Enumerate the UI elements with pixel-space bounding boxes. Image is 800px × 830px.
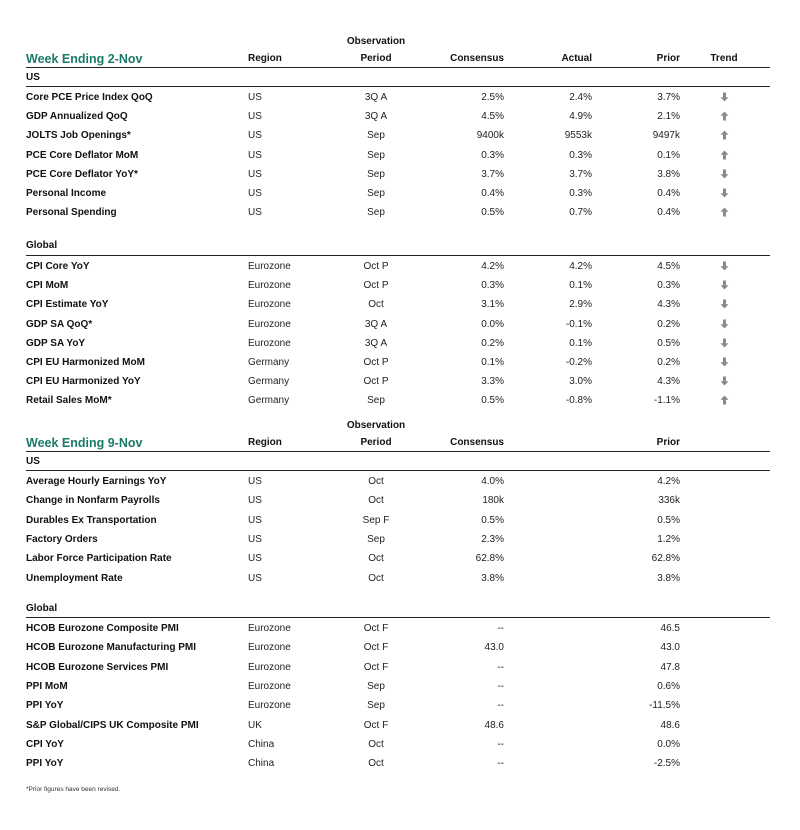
week1-us-section-label: US <box>26 72 40 83</box>
consensus-cell: 43.0 <box>484 642 504 654</box>
region-cell: Eurozone <box>248 299 291 311</box>
prior-cell: 0.5% <box>657 337 680 349</box>
table-row <box>26 716 770 735</box>
actual-cell: 4.9% <box>569 111 592 123</box>
divider <box>26 451 770 452</box>
actual-cell: -0.8% <box>565 395 592 407</box>
table-row <box>26 257 770 276</box>
actual-cell: 4.2% <box>569 261 592 272</box>
table-row <box>26 549 770 568</box>
trend-header: Trend <box>710 53 738 64</box>
prior-cell: 3.8% <box>657 168 680 180</box>
indicator-name: PPI YoY <box>26 758 64 770</box>
observation-header: Observation <box>346 36 406 47</box>
indicator-name: S&P Global/CIPS UK Composite PMI <box>26 719 199 731</box>
indicator-name: Unemployment Rate <box>26 572 123 584</box>
table-row <box>26 696 770 715</box>
week1-header <box>26 51 770 67</box>
region-cell: US <box>248 168 262 180</box>
indicator-name: Personal Spending <box>26 207 117 219</box>
table-row <box>26 353 770 372</box>
table-row <box>26 203 770 222</box>
period-cell: 3Q A <box>364 318 388 330</box>
prior-cell: 48.6 <box>660 719 680 731</box>
period-cell: Sep <box>367 680 385 692</box>
indicator-name: PPI YoY <box>26 700 64 712</box>
divider <box>26 617 770 618</box>
prior-cell: 3.8% <box>657 572 680 584</box>
region-cell: Eurozone <box>248 661 291 673</box>
region-cell: Eurozone <box>248 318 291 330</box>
region-cell: US <box>248 130 262 142</box>
period-cell: Sep <box>367 168 385 180</box>
consensus-cell: 4.2% <box>481 261 504 272</box>
week1-title: Week Ending 2-Nov <box>26 52 143 66</box>
indicator-name: CPI EU Harmonized MoM <box>26 357 145 368</box>
table-row <box>26 184 770 203</box>
consensus-cell: 3.7% <box>481 168 504 180</box>
arrow-down-icon <box>706 334 742 353</box>
indicator-name: JOLTS Job Openings* <box>26 130 131 142</box>
consensus-cell: 3.3% <box>481 376 504 388</box>
prior-cell: 4.2% <box>657 476 680 487</box>
region-cell: Germany <box>248 395 290 407</box>
actual-cell: 0.1% <box>569 337 592 349</box>
region-cell: US <box>248 514 262 526</box>
indicator-name: Labor Force Participation Rate <box>26 553 172 565</box>
consensus-cell: 3.8% <box>481 572 504 584</box>
prior-cell: 0.2% <box>657 357 680 368</box>
table-row <box>26 511 770 530</box>
region-cell: Eurozone <box>248 261 291 272</box>
region-cell: US <box>248 495 262 507</box>
prior-cell: 336k <box>658 495 680 507</box>
indicator-name: Durables Ex Transportation <box>26 514 157 526</box>
arrow-down-icon <box>706 88 742 107</box>
period-cell: Oct F <box>363 642 389 654</box>
arrow-up-icon <box>706 146 742 165</box>
week2-global-section-label: Global <box>26 603 58 614</box>
consensus-cell: 9400k <box>476 130 504 142</box>
table-row <box>26 146 770 165</box>
actual-header: Actual <box>561 53 592 64</box>
consensus-cell: -- <box>497 700 504 712</box>
period-cell: Oct P <box>363 357 389 368</box>
period-cell: Sep <box>367 395 385 407</box>
period-cell: 3Q A <box>364 111 388 123</box>
prior-cell: 0.3% <box>657 280 680 292</box>
period-cell: Sep <box>367 188 385 199</box>
period-cell: Oct <box>368 299 384 311</box>
arrow-up-icon <box>706 391 742 410</box>
table-row <box>26 530 770 549</box>
consensus-cell: 4.0% <box>481 476 504 487</box>
actual-cell: 0.7% <box>569 207 592 219</box>
consensus-cell: 180k <box>482 495 504 507</box>
consensus-cell: -- <box>497 623 504 634</box>
period-cell: 3Q A <box>364 92 388 103</box>
region-cell: US <box>248 149 262 161</box>
indicator-name: PPI MoM <box>26 680 68 692</box>
region-cell: US <box>248 572 262 584</box>
week2-header <box>26 435 770 451</box>
consensus-cell: -- <box>497 738 504 750</box>
region-cell: US <box>248 476 262 487</box>
arrow-down-icon <box>706 353 742 372</box>
divider <box>26 86 770 87</box>
table-row <box>26 334 770 353</box>
arrow-down-icon <box>706 276 742 295</box>
table-row <box>26 472 770 491</box>
consensus-cell: -- <box>497 680 504 692</box>
arrow-up-icon <box>706 203 742 222</box>
table-row <box>26 126 770 145</box>
table-row <box>26 107 770 126</box>
consensus-cell: 3.1% <box>481 299 504 311</box>
consensus-cell: 0.5% <box>481 514 504 526</box>
divider <box>26 67 770 68</box>
consensus-cell: 62.8% <box>475 553 504 565</box>
prior-cell: -11.5% <box>649 700 680 712</box>
region-header: Region <box>248 53 282 64</box>
table-row <box>26 372 770 391</box>
period-cell: Oct <box>368 495 384 507</box>
table-row <box>26 276 770 295</box>
prior-cell: 47.8 <box>660 661 680 673</box>
region-cell: China <box>248 758 275 770</box>
prior-cell: -1.1% <box>653 395 680 407</box>
prior-cell: 4.3% <box>657 299 680 311</box>
prior-header: Prior <box>656 53 680 64</box>
indicator-name: Average Hourly Earnings YoY <box>26 476 167 487</box>
consensus-cell: 0.5% <box>481 207 504 219</box>
prior-cell: 0.4% <box>657 207 680 219</box>
indicator-name: PCE Core Deflator MoM <box>26 149 139 161</box>
arrow-down-icon <box>706 165 742 184</box>
prior-cell: 0.2% <box>657 318 680 330</box>
prior-cell: 62.8% <box>651 553 680 565</box>
actual-cell: 0.1% <box>569 280 592 292</box>
region-cell: US <box>248 533 262 545</box>
table-row <box>26 391 770 410</box>
table-row <box>26 619 770 638</box>
indicator-name: Factory Orders <box>26 533 98 545</box>
week2-title: Week Ending 9-Nov <box>26 436 143 450</box>
table-row <box>26 569 770 588</box>
arrow-down-icon <box>706 315 742 334</box>
region-cell: US <box>248 92 262 103</box>
consensus-cell: 0.2% <box>481 337 504 349</box>
indicator-name: Core PCE Price Index QoQ <box>26 92 153 103</box>
indicator-name: Retail Sales MoM* <box>26 395 112 407</box>
period-cell: Sep <box>367 149 385 161</box>
indicator-name: CPI Core YoY <box>26 261 90 272</box>
table-row <box>26 735 770 754</box>
prior-cell: 9497k <box>652 130 680 142</box>
prior-header: Prior <box>656 437 680 448</box>
indicator-name: GDP SA QoQ* <box>26 318 93 330</box>
consensus-cell: -- <box>497 758 504 770</box>
region-cell: Germany <box>248 357 290 368</box>
prior-cell: 0.4% <box>657 188 680 199</box>
region-cell: Eurozone <box>248 700 291 712</box>
region-cell: US <box>248 207 262 219</box>
divider <box>26 470 770 471</box>
indicator-name: PCE Core Deflator YoY* <box>26 168 138 180</box>
period-cell: Oct <box>368 476 384 487</box>
period-cell: Oct <box>368 758 384 770</box>
week1-header-top <box>26 36 770 50</box>
arrow-up-icon <box>706 126 742 145</box>
region-cell: US <box>248 553 262 565</box>
indicator-name: CPI Estimate YoY <box>26 299 109 311</box>
consensus-cell: 0.4% <box>481 188 504 199</box>
arrow-down-icon <box>706 295 742 314</box>
table-row <box>26 754 770 773</box>
period-cell: Oct F <box>363 623 389 634</box>
prior-cell: -2.5% <box>653 758 680 770</box>
period-cell: Oct P <box>363 261 389 272</box>
consensus-cell: 2.3% <box>481 533 504 545</box>
region-cell: US <box>248 188 262 199</box>
actual-cell: -0.2% <box>565 357 592 368</box>
actual-cell: 0.3% <box>569 149 592 161</box>
table-row <box>26 88 770 107</box>
table-row <box>26 658 770 677</box>
prior-cell: 4.3% <box>657 376 680 388</box>
consensus-cell: 0.5% <box>481 395 504 407</box>
prior-cell: 1.2% <box>657 533 680 545</box>
week2-us-section-label: US <box>26 456 40 467</box>
table-row <box>26 638 770 657</box>
indicator-name: CPI EU Harmonized YoY <box>26 376 141 388</box>
period-cell: Sep <box>367 700 385 712</box>
prior-cell: 0.6% <box>657 680 680 692</box>
period-cell: 3Q A <box>364 337 388 349</box>
consensus-header: Consensus <box>450 437 504 448</box>
period-header: Period <box>360 437 392 448</box>
indicator-name: Change in Nonfarm Payrolls <box>26 495 160 507</box>
region-cell: Eurozone <box>248 642 291 654</box>
region-header: Region <box>248 437 282 448</box>
indicator-name: HCOB Eurozone Composite PMI <box>26 623 179 634</box>
table-row <box>26 165 770 184</box>
prior-cell: 2.1% <box>657 111 680 123</box>
region-cell: UK <box>248 719 262 731</box>
actual-cell: 9553k <box>564 130 592 142</box>
period-cell: Sep <box>367 207 385 219</box>
actual-cell: 2.4% <box>569 92 592 103</box>
consensus-cell: 0.3% <box>481 280 504 292</box>
region-cell: Eurozone <box>248 280 291 292</box>
prior-cell: 0.5% <box>657 514 680 526</box>
actual-cell: -0.1% <box>565 318 592 330</box>
arrow-down-icon <box>706 257 742 276</box>
region-cell: China <box>248 738 275 750</box>
region-cell: Eurozone <box>248 337 291 349</box>
arrow-down-icon <box>706 372 742 391</box>
prior-cell: 0.0% <box>657 738 680 750</box>
prior-cell: 3.7% <box>657 92 680 103</box>
period-cell: Oct F <box>363 719 389 731</box>
table-row <box>26 295 770 314</box>
table-row <box>26 677 770 696</box>
indicator-name: Personal Income <box>26 188 107 199</box>
period-cell: Oct F <box>363 661 389 673</box>
period-cell: Sep <box>367 533 385 545</box>
region-cell: Eurozone <box>248 680 291 692</box>
actual-cell: 3.7% <box>569 168 592 180</box>
actual-cell: 3.0% <box>569 376 592 388</box>
prior-cell: 0.1% <box>657 149 680 161</box>
region-cell: Eurozone <box>248 623 291 634</box>
indicator-name: GDP SA YoY <box>26 337 86 349</box>
arrow-down-icon <box>706 184 742 203</box>
consensus-cell: 4.5% <box>481 111 504 123</box>
indicator-name: HCOB Eurozone Manufacturing PMI <box>26 642 196 654</box>
indicator-name: GDP Annualized QoQ <box>26 111 128 123</box>
divider <box>26 255 770 256</box>
period-cell: Oct P <box>363 376 389 388</box>
table-row <box>26 491 770 510</box>
period-cell: Oct <box>368 738 384 750</box>
consensus-cell: -- <box>497 661 504 673</box>
region-cell: Germany <box>248 376 290 388</box>
indicator-name: CPI YoY <box>26 738 64 750</box>
prior-cell: 43.0 <box>660 642 680 654</box>
table-row <box>26 315 770 334</box>
region-cell: US <box>248 111 262 123</box>
consensus-header: Consensus <box>450 53 504 64</box>
prior-cell: 4.5% <box>657 261 680 272</box>
consensus-cell: 0.3% <box>481 149 504 161</box>
period-cell: Oct <box>368 553 384 565</box>
consensus-cell: 0.0% <box>481 318 504 330</box>
indicator-name: CPI MoM <box>26 280 69 292</box>
period-header: Period <box>360 53 392 64</box>
week1-global-section-label: Global <box>26 240 58 251</box>
period-cell: Sep <box>367 130 385 142</box>
week2-header-top <box>26 420 770 434</box>
arrow-up-icon <box>706 107 742 126</box>
actual-cell: 0.3% <box>569 188 592 199</box>
consensus-cell: 0.1% <box>481 357 504 368</box>
observation-header: Observation <box>346 420 406 431</box>
actual-cell: 2.9% <box>569 299 592 311</box>
period-cell: Oct P <box>363 280 389 292</box>
indicator-name: HCOB Eurozone Services PMI <box>26 661 169 673</box>
economic-calendar <box>26 0 770 830</box>
consensus-cell: 48.6 <box>484 719 504 731</box>
consensus-cell: 2.5% <box>481 92 504 103</box>
footnote: *Prior figures have been revised. <box>26 786 121 793</box>
period-cell: Sep F <box>362 514 390 526</box>
period-cell: Oct <box>368 572 384 584</box>
prior-cell: 46.5 <box>660 623 680 634</box>
